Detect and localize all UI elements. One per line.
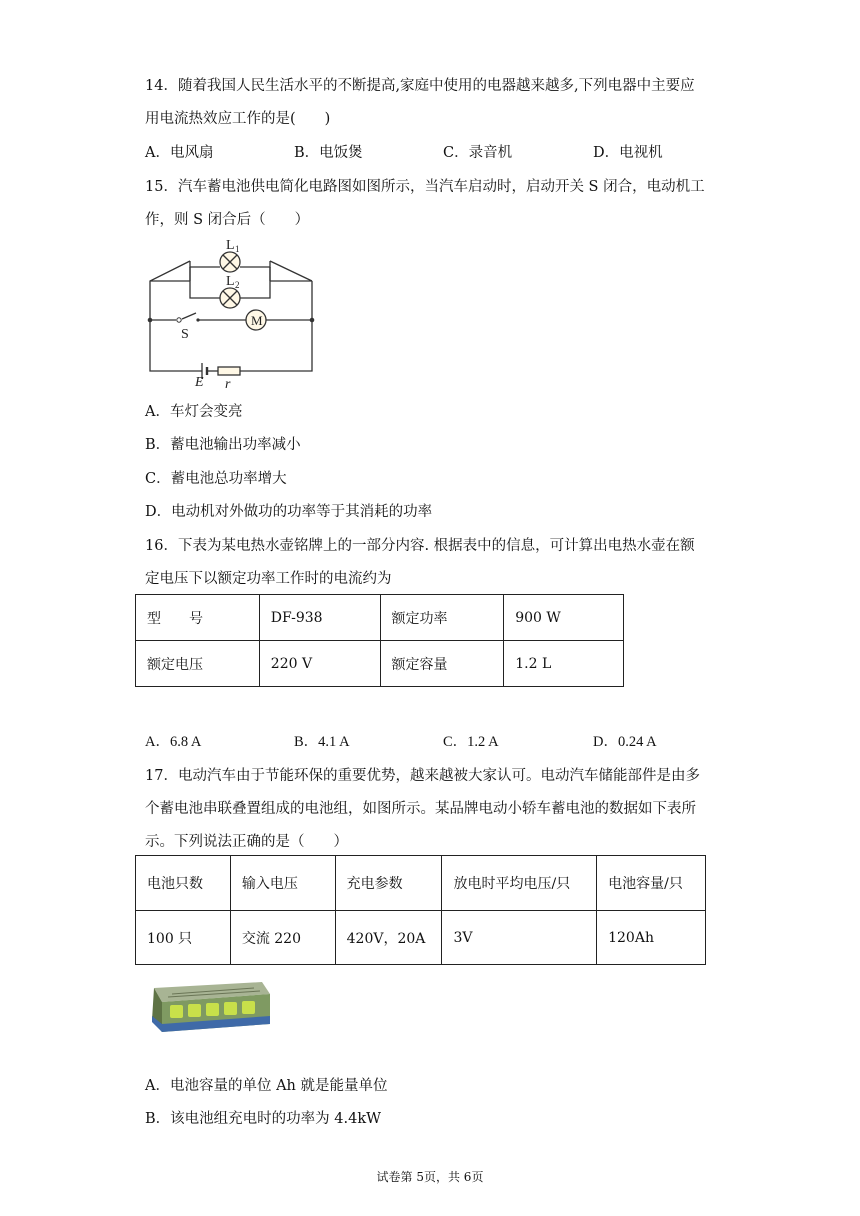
resistor-label: r (225, 377, 231, 392)
lamp-l2-subscript: 2 (235, 280, 240, 290)
table-cell: DF-938 (259, 595, 380, 641)
q15-option-a: A．车灯会变亮 (145, 404, 243, 420)
q14-option-c: C．录音机 (443, 145, 513, 161)
table-cell: 1.2 L (504, 641, 624, 687)
motor-label: M (251, 313, 263, 328)
q16-option-a: A．6.8 A (145, 734, 202, 750)
table-row (136, 911, 706, 965)
q17-stem-line1: 17．电动汽车由于节能环保的重要优势，越来越被大家认可。电动汽车储能部件是由多 (145, 768, 700, 784)
table-cell: 420V，20A (335, 911, 442, 965)
q16-stem-line2: 定电压下以额定功率工作时的电流约为 (145, 571, 392, 587)
table-cell: 900 W (504, 595, 624, 641)
table-header-cell: 放电时平均电压/只 (442, 856, 597, 911)
q15-stem-line1: 15．汽车蓄电池供电简化电路图如图所示，当汽车启动时，启动开关 S 闭合，电动机工 (145, 179, 705, 195)
q15-option-c: C．蓄电池总功率增大 (145, 471, 287, 487)
q15-stem-line2: 作，则 S 闭合后（ ） (145, 212, 310, 228)
table-row (136, 856, 706, 911)
table-cell: 120Ah (597, 911, 706, 965)
kettle-spec-table (135, 594, 624, 687)
q14-stem-line1: 14．随着我国人民生活水平的不断提高,家庭中使用的电器越来越多,下列电器中主要应 (145, 78, 695, 94)
q17-option-b: B．该电池组充电时的功率为 4.4kW (145, 1111, 382, 1127)
table-cell: 额定功率 (380, 595, 504, 641)
circuit-diagram (140, 233, 330, 393)
table-header-cell: 输入电压 (230, 856, 335, 911)
emf-label: E (195, 375, 204, 390)
switch-label: S (181, 327, 189, 342)
q17-stem-line2: 个蓄电池串联叠置组成的电池组，如图所示。某品牌电动小轿车蓄电池的数据如下表所 (145, 801, 696, 817)
table-cell: 型 号 (136, 595, 260, 641)
q17-stem-line3: 示。下列说法正确的是（ ） (145, 834, 348, 850)
lamp-l1-label: L (226, 238, 235, 253)
q17-option-a: A．电池容量的单位 Ah 就是能量单位 (145, 1078, 388, 1094)
table-header-cell: 电池只数 (136, 856, 231, 911)
table-cell: 100 只 (136, 911, 231, 965)
q14-option-a: A．电风扇 (145, 145, 214, 161)
page-footer: 试卷第 5页，共 6页 (376, 1170, 484, 1184)
q15-option-b: B．蓄电池输出功率减小 (145, 437, 301, 453)
table-cell: 3V (442, 911, 597, 965)
table-row (136, 641, 624, 687)
lamp-l2-label: L (226, 274, 235, 289)
q14-option-b: B．电饭煲 (294, 145, 363, 161)
q15-option-d: D．电动机对外做功的功率等于其消耗的功率 (145, 504, 433, 520)
q16-option-d: D．0.24 A (593, 734, 657, 750)
table-header-cell: 电池容量/只 (597, 856, 706, 911)
table-row (136, 595, 624, 641)
table-header-cell: 充电参数 (335, 856, 442, 911)
q14-option-d: D．电视机 (593, 145, 663, 161)
table-cell: 交流 220 (230, 911, 335, 965)
q14-stem-line2: 用电流热效应工作的是( ) (145, 111, 331, 127)
table-cell: 额定电压 (136, 641, 260, 687)
q16-option-c: C．1.2 A (443, 734, 499, 750)
table-cell: 额定容量 (380, 641, 504, 687)
battery-pack-image (142, 974, 274, 1034)
q16-option-b: B．4.1 A (294, 734, 350, 750)
table-cell: 220 V (259, 641, 380, 687)
battery-spec-table (135, 855, 706, 965)
lamp-l1-subscript: 1 (235, 244, 240, 254)
q16-stem-line1: 16．下表为某电热水壶铭牌上的一部分内容. 根据表中的信息，可计算出电热水壶在额 (145, 538, 695, 554)
